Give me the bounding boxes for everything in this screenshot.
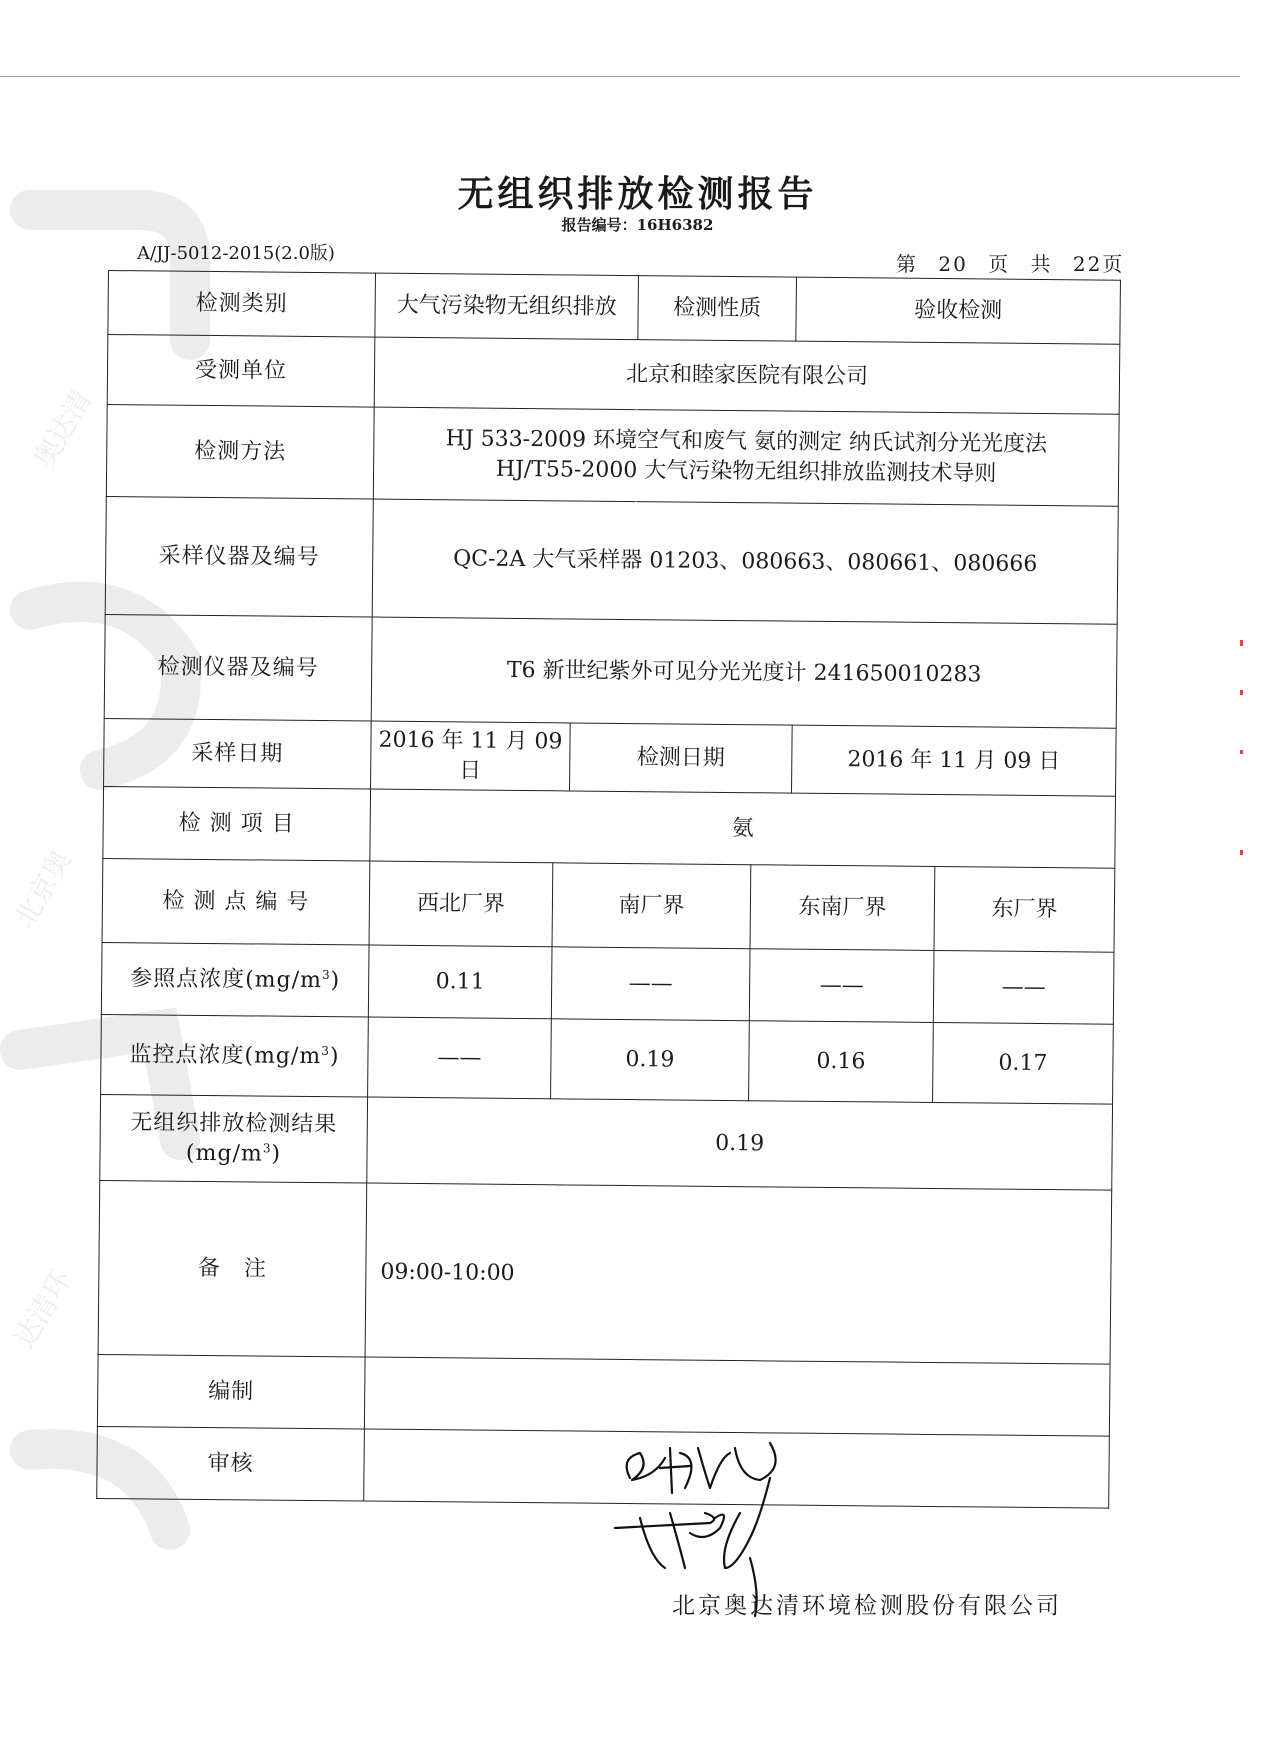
compiler-value (364, 1357, 1110, 1436)
svg-text:北京奥: 北京奥 (7, 844, 79, 934)
page-label-c: 共 (1030, 252, 1053, 276)
nature-label: 检测性质 (638, 276, 797, 342)
monitor-value-south: 0.19 (551, 1019, 750, 1101)
result-label-line1: 无组织排放检测结果 (130, 1110, 338, 1138)
row-result (100, 1094, 1113, 1190)
row-compiler (97, 1354, 1110, 1436)
reference-label-text: 参照点浓度(mg/m (130, 965, 323, 993)
sampler-value: QC-2A 大气采样器 01203、080663、080661、080666 (372, 499, 1118, 624)
monitor-label-text: 监控点浓度(mg/m (129, 1041, 322, 1069)
row-category (108, 271, 1121, 345)
reference-value-northwest: 0.11 (368, 945, 552, 1019)
result-label-unit: (mg/m (185, 1140, 263, 1167)
sampler-label: 采样仪器及编号 (105, 496, 373, 617)
point-south: 南厂界 (552, 863, 751, 949)
monitor-value-northwest: —— (368, 1017, 552, 1099)
result-label-end: ) (271, 1141, 282, 1167)
test-date-label: 检测日期 (570, 723, 793, 793)
scan-edge-marks (1230, 600, 1250, 1000)
issuer-company: 北京奥达清环境检测股份有限公司 (672, 1593, 1062, 1619)
row-reference (101, 942, 1114, 1024)
form-code: A/JJ-5012-2015(2.0版) (137, 243, 335, 264)
nature-value: 验收检测 (796, 277, 1121, 344)
row-reviewer (97, 1426, 1110, 1508)
point-label: 检 测 点 编 号 (102, 858, 370, 945)
result-label (100, 1094, 368, 1183)
result-label-sup: 3 (262, 1140, 272, 1155)
page-label-b: 页 (988, 252, 1011, 276)
category-value: 大气污染物无组织排放 (375, 273, 639, 340)
unit-value: 北京和睦家医院有限公司 (374, 337, 1120, 414)
monitor-value-east: 0.17 (933, 1022, 1114, 1104)
point-northwest: 西北厂界 (369, 861, 553, 947)
remark-label: 备 注 (98, 1180, 367, 1357)
reference-value-southeast: —— (749, 949, 934, 1023)
document-title: 无组织排放检测报告 (457, 173, 818, 215)
reviewer-label: 审核 (97, 1426, 365, 1501)
result-label-line2 (106, 1138, 360, 1170)
method-line-2: HJ/T55-2000 大气污染物无组织排放监测技术导则 (495, 456, 997, 487)
monitor-label-end: ) (329, 1043, 340, 1069)
report-table (96, 270, 1121, 1509)
reference-value-east: —— (933, 950, 1114, 1024)
result-value: 0.19 (367, 1097, 1113, 1190)
compiler-label: 编制 (97, 1354, 365, 1429)
page-label-a: 第 (896, 252, 918, 276)
test-date-value: 2016 年 11 月 09 日 (792, 725, 1117, 796)
row-points (102, 858, 1115, 952)
reference-label-sup: 3 (321, 967, 331, 982)
row-instrument (104, 614, 1117, 728)
category-label: 检测类别 (108, 271, 376, 338)
point-east: 东厂界 (934, 866, 1115, 952)
row-remark (98, 1180, 1112, 1364)
page-current: 20 (938, 252, 968, 276)
sample-date-value: 2016 年 11 月 09 日 (371, 721, 571, 791)
reference-label (101, 942, 369, 1017)
instrument-label: 检测仪器及编号 (104, 614, 372, 721)
page-info (890, 248, 1130, 277)
instrument-value: T6 新世纪紫外可见分光光度计 241650010283 (371, 617, 1117, 728)
row-method (106, 404, 1119, 506)
reference-label-end: ) (330, 967, 341, 993)
monitor-label (101, 1014, 369, 1097)
remark-value: 09:00-10:00 (365, 1183, 1112, 1364)
item-value: 氨 (370, 789, 1116, 868)
top-rule (0, 76, 1240, 77)
reference-value-south: —— (551, 947, 750, 1021)
method-value (373, 407, 1119, 506)
row-monitor (101, 1014, 1114, 1104)
sample-date-label: 采样日期 (104, 718, 372, 789)
svg-text:达清环: 达清环 (7, 1264, 79, 1354)
report-number: 报告编号：16H6382 (561, 216, 714, 234)
svg-text:奥达清: 奥达清 (27, 384, 99, 474)
monitor-value-southeast: 0.16 (749, 1021, 934, 1103)
unit-label: 受测单位 (107, 335, 375, 408)
method-line-1: HJ 533-2009 环境空气和废气 氨的测定 纳氏试剂分光光度法 (445, 426, 1048, 457)
monitor-label-sup: 3 (321, 1043, 331, 1058)
point-southeast: 东南厂界 (750, 865, 935, 951)
item-label: 检 测 项 目 (103, 786, 371, 861)
method-label: 检测方法 (106, 404, 374, 499)
row-unit (107, 335, 1120, 415)
row-dates (104, 718, 1117, 796)
row-sampler (105, 496, 1118, 624)
reviewer-value (364, 1429, 1110, 1508)
page-total: 22页 (1072, 252, 1125, 276)
row-item (103, 786, 1116, 868)
